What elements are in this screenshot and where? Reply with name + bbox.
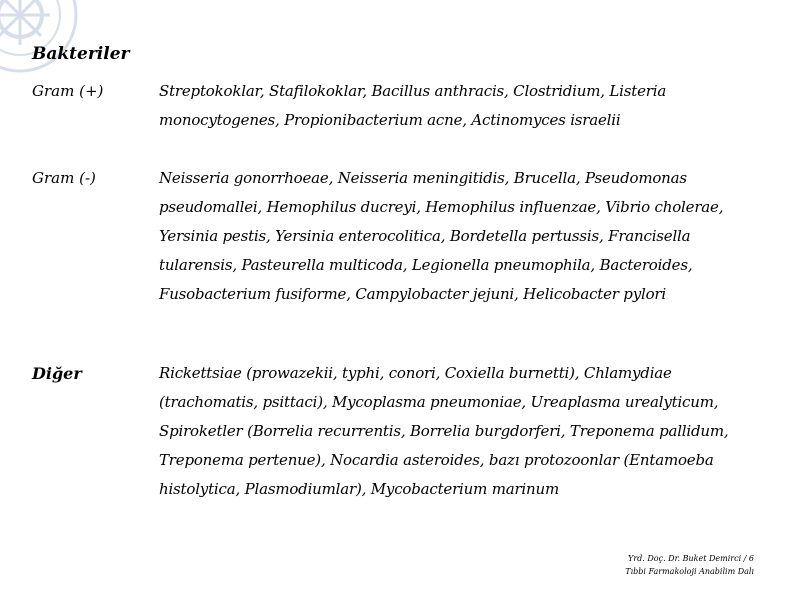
slide-footer xyxy=(625,552,754,578)
footer-department: Tıbbi Farmakoloji Anabilim Dalı xyxy=(625,567,754,576)
row-content: Streptokoklar, Stafilokoklar, Bacillus anthracis, Clostridium, Listeria monocytogenes, Propionibacterium acne, Actinomyces israelii xyxy=(159,82,667,129)
row-content: Neisseria gonorrhoeae, Neisseria meningitidis, Brucella, Pseudomonas pseudomallei, Hemophilus ducreyi, Hemophilus influenzae, Vibrio cholerae, Yersinia pestis, Yersinia enterocolitica, Bordetella pertussis, Francisella tularensis, Pasteurella multicoda, Legionella pneumophila, Bacteroides, Fusobacterium fusiforme, Campylobacter jejuni, Helicobacter pylori xyxy=(159,169,724,303)
row-label: Diğer xyxy=(32,364,82,383)
section-heading: Bakteriler xyxy=(32,44,130,64)
row-label: Gram (-) xyxy=(32,169,96,187)
footer-author: Yrd. Doç. Dr. Buket Demirci / 6 xyxy=(628,554,754,563)
row-label: Gram (+) xyxy=(32,82,104,100)
row-content: Rickettsiae (prowazekii, typhi, conori, Coxiella burnetti), Chlamydiae (trachomatis, psittaci), Mycoplasma pneumoniae, Ureaplasma urealyticum, Spiroketler (Borrelia recurrentis, Borrelia burgdorferi, Treponema pallidum, Treponema pertenue), Nocardia asteroides, bazı protozoonlar (Entamoeba histolytica, Plasmodiumlar), Mycobacterium marinum xyxy=(159,364,729,498)
